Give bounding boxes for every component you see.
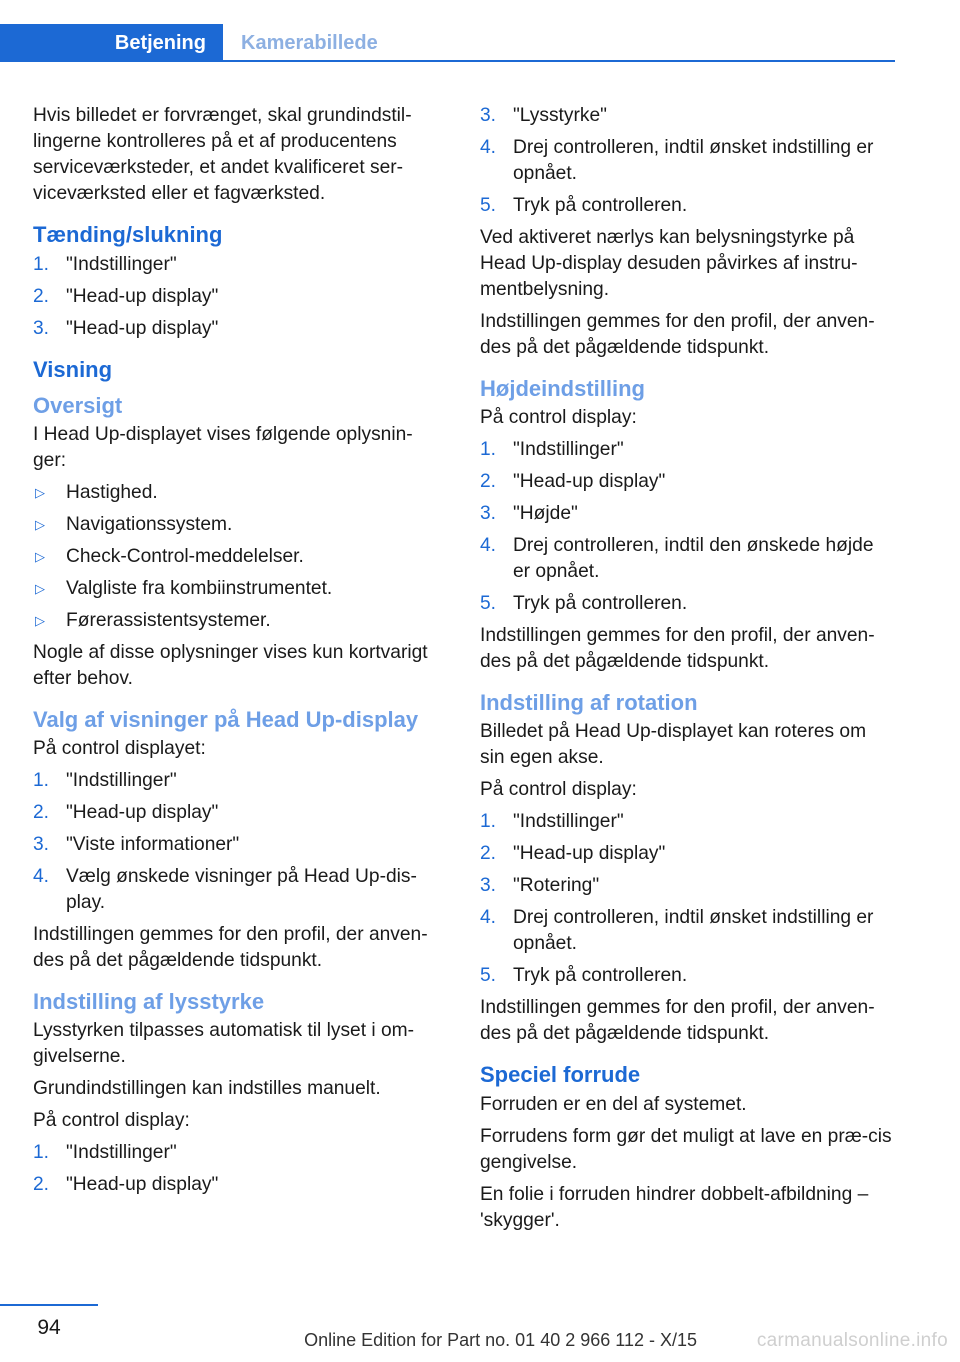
valg-note: Indstillingen gemmes for den profil, der anven-des på det pågældende tidspunkt. (33, 924, 428, 971)
triangle-bullet-icon: ▷ (35, 517, 45, 532)
step-number: 1. (33, 254, 50, 275)
list-step (480, 841, 892, 867)
heading-indstilling-af-lysstyrke: Indstilling af lysstyrke (33, 989, 265, 1014)
lysstyrke-note-2: Indstillingen gemmes for den profil, der anven-des på det pågældende tidspunkt. (480, 311, 875, 358)
lysstyrke-note-1: Ved aktiveret nærlys kan belysningstyrke på Head Up-display desuden påvirkes af instru-mentbelysning. (480, 227, 858, 300)
list-step (480, 591, 892, 617)
oversigt-intro: I Head Up-displayet vises følgende oplysnin-ger: (33, 424, 413, 471)
step-text: "Head-up display" (66, 286, 219, 307)
bullet-text: Navigationssystem. (66, 514, 233, 535)
forrude-paragraph-1: Forruden er en del af systemet. (480, 1094, 747, 1115)
step-number: 5. (480, 195, 497, 216)
step-number: 4. (480, 137, 497, 158)
step-text: Drej controlleren, indtil ønsket indstilling er opnået. (513, 137, 874, 184)
list-step (480, 469, 892, 495)
heading-valg-af-visninger: Valg af visninger på Head Up-display (33, 707, 419, 732)
step-number: 1. (33, 770, 50, 791)
step-number: 3. (33, 318, 50, 339)
step-text: "Viste informationer" (66, 834, 240, 855)
step-number: 3. (480, 875, 497, 896)
step-text: Tryk på controlleren. (513, 195, 688, 216)
left-column (33, 103, 445, 1204)
step-text: "Indstillinger" (66, 1142, 177, 1163)
bullet-item (33, 576, 445, 602)
section-tab-kamerabillede: Kamerabillede (241, 32, 378, 54)
page-number: 94 (37, 1316, 61, 1339)
step-number: 1. (480, 439, 497, 460)
step-number: 3. (33, 834, 50, 855)
heading-hojdeindstilling: Højdeindstilling (480, 376, 645, 401)
step-text: "Højde" (513, 503, 578, 524)
heading-visning: Visning (33, 357, 113, 382)
list-step (480, 809, 892, 835)
step-number: 5. (480, 965, 497, 986)
rotation-paragraph-2: På control display: (480, 779, 637, 800)
list-step (33, 252, 445, 278)
forrude-paragraph-2: Forrudens form gør det muligt at lave en præ-cis gengivelse. (480, 1126, 892, 1173)
step-text: Drej controlleren, indtil ønsket indstilling er opnået. (513, 907, 874, 954)
step-text: "Head-up display" (66, 318, 219, 339)
step-text: "Head-up display" (66, 1174, 219, 1195)
forrude-paragraph-3: En folie i forruden hindrer dobbelt-afbildning – 'skygger'. (480, 1184, 869, 1231)
step-number: 4. (33, 866, 50, 887)
bullet-text: Check-Control-meddelelser. (66, 546, 304, 567)
oversigt-note: Nogle af disse oplysninger vises kun kortvarigt efter behov. (33, 642, 428, 689)
footer-rule (0, 1304, 98, 1306)
step-number: 4. (480, 907, 497, 928)
step-number: 3. (480, 105, 497, 126)
lysstyrke-steps-continued (480, 103, 892, 219)
lysstyrke-steps (33, 1140, 445, 1198)
watermark-text: carmanualsonline.info (756, 1330, 948, 1351)
edition-text: Online Edition for Part no. 01 40 2 966 112 - X/15 (304, 1330, 697, 1350)
section-tab-betjening: Betjening (0, 24, 223, 62)
triangle-bullet-icon: ▷ (35, 581, 45, 596)
step-text: "Head-up display" (513, 471, 666, 492)
step-number: 4. (480, 535, 497, 556)
rotation-steps (480, 809, 892, 989)
bullet-text: Førerassistentsystemer. (66, 610, 271, 631)
lysstyrke-paragraph-1: Lysstyrken tilpasses automatisk til lyset i om-givelserne. (33, 1020, 415, 1067)
list-step (480, 501, 892, 527)
bullet-text: Valgliste fra kombiinstrumentet. (66, 578, 333, 599)
heading-indstilling-af-rotation: Indstilling af rotation (480, 690, 698, 715)
step-text: Tryk på controlleren. (513, 965, 688, 986)
list-step (480, 437, 892, 463)
list-step (33, 864, 445, 916)
step-number: 2. (33, 1174, 50, 1195)
list-step (480, 873, 892, 899)
triangle-bullet-icon: ▷ (35, 485, 45, 500)
intro-paragraph: Hvis billedet er forvrænget, skal grundindstil-lingerne kontrolleres på et af producentens serviceværksteder, et andet kvalificeret ser-viceværksted eller et fagværksted. (33, 105, 412, 204)
heading-speciel-forrude: Speciel forrude (480, 1062, 641, 1087)
list-step (33, 768, 445, 794)
step-text: "Indstillinger" (513, 811, 624, 832)
bullet-text: Hastighed. (66, 482, 158, 503)
list-step (480, 103, 892, 129)
step-number: 1. (480, 811, 497, 832)
heading-oversigt: Oversigt (33, 393, 123, 418)
step-text: "Lysstyrke" (513, 105, 607, 126)
rotation-paragraph-1: Billedet på Head Up-displayet kan roteres om sin egen akse. (480, 721, 867, 768)
page-header (0, 24, 895, 62)
step-number: 3. (480, 503, 497, 524)
valg-steps (33, 768, 445, 916)
valg-intro: På control displayet: (33, 738, 206, 759)
list-step (33, 800, 445, 826)
bullet-item (33, 512, 445, 538)
step-text: "Head-up display" (66, 802, 219, 823)
list-step (33, 316, 445, 342)
triangle-bullet-icon: ▷ (35, 549, 45, 564)
right-column (480, 103, 892, 1240)
step-number: 2. (480, 471, 497, 492)
oversigt-bullets (33, 480, 445, 634)
list-step (480, 135, 892, 187)
list-step (480, 533, 892, 585)
bullet-item (33, 544, 445, 570)
step-text: "Indstillinger" (66, 254, 177, 275)
rotation-note: Indstillingen gemmes for den profil, der anven-des på det pågældende tidspunkt. (480, 997, 875, 1044)
step-text: "Indstillinger" (66, 770, 177, 791)
list-step (33, 1140, 445, 1166)
list-step (33, 1172, 445, 1198)
taending-steps (33, 252, 445, 342)
step-number: 2. (33, 286, 50, 307)
lysstyrke-paragraph-2: Grundindstillingen kan indstilles manuelt. (33, 1078, 381, 1099)
step-text: Drej controlleren, indtil den ønskede højde er opnået. (513, 535, 874, 582)
step-number: 5. (480, 593, 497, 614)
lysstyrke-paragraph-3: På control display: (33, 1110, 190, 1131)
bullet-item (33, 608, 445, 634)
triangle-bullet-icon: ▷ (35, 613, 45, 628)
header-rule (0, 60, 895, 62)
step-number: 2. (33, 802, 50, 823)
list-step (480, 905, 892, 957)
list-step (33, 832, 445, 858)
step-text: "Indstillinger" (513, 439, 624, 460)
hojde-note: Indstillingen gemmes for den profil, der anven-des på det pågældende tidspunkt. (480, 625, 875, 672)
step-text: "Rotering" (513, 875, 600, 896)
list-step (480, 963, 892, 989)
hojde-steps (480, 437, 892, 617)
step-text: "Head-up display" (513, 843, 666, 864)
step-text: Tryk på controlleren. (513, 593, 688, 614)
list-step (33, 284, 445, 310)
step-number: 2. (480, 843, 497, 864)
bullet-item (33, 480, 445, 506)
step-text: Vælg ønskede visninger på Head Up-dis-play. (66, 866, 417, 913)
list-step (480, 193, 892, 219)
hojde-intro: På control display: (480, 407, 637, 428)
heading-taending-slukning: Tænding/slukning (33, 222, 223, 247)
step-number: 1. (33, 1142, 50, 1163)
